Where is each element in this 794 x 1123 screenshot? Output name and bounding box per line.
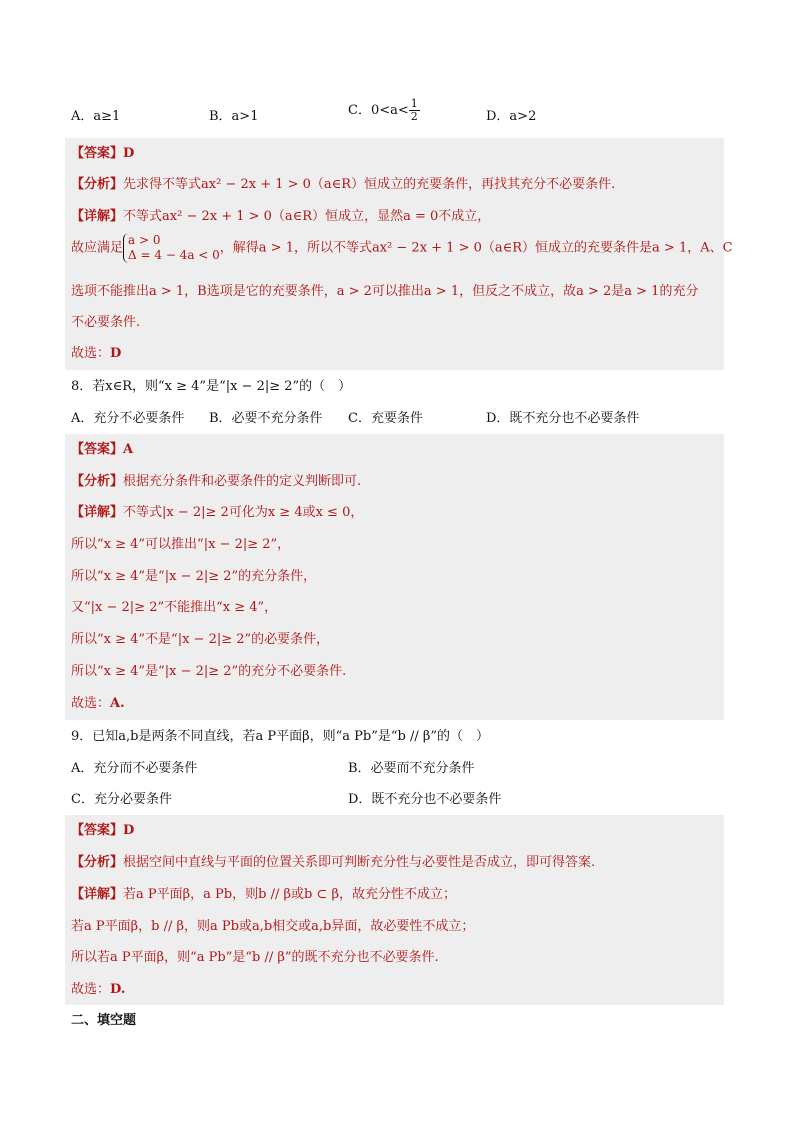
q9-detail-line bbox=[71, 887, 456, 903]
q8-option-d: D．既不充分也不必要条件 bbox=[486, 411, 640, 426]
q9-answer-box bbox=[65, 815, 724, 1005]
section-heading: 二、填空题 bbox=[71, 1013, 137, 1028]
q7-option-c-prefix: C．0<a< bbox=[348, 103, 409, 118]
q8-analysis-line bbox=[71, 474, 361, 490]
q7-option-b: B．a>1 bbox=[209, 109, 259, 124]
q8-option-b: B．必要不充分条件 bbox=[209, 411, 323, 426]
q7-detail-line-4: 选项不能推出a > 1，B选项是它的充要条件，a > 2可以推出a > 1，但反之不成立，故a > 2是a > 1的充分 bbox=[71, 284, 699, 299]
analysis-tag: 【分析】 bbox=[71, 474, 124, 489]
inequality-system bbox=[123, 233, 220, 263]
detail-text: 不等式ax² − 2x + 1 > 0（a∈R）恒成立，显然a = 0不成立， bbox=[123, 209, 491, 224]
system-prefix: 故应满足 bbox=[71, 240, 124, 256]
detail-tag: 【详解】 bbox=[71, 887, 124, 902]
q7-answer-line bbox=[71, 146, 134, 162]
q9-answer-line bbox=[71, 823, 134, 839]
analysis-tag: 【分析】 bbox=[71, 177, 124, 192]
q8-option-c: C．充要条件 bbox=[348, 411, 423, 426]
q8-detail-line-4: 所以“x ≥ 4”不是“|x − 2|≥ 2”的必要条件， bbox=[71, 632, 330, 647]
analysis-text: 先求得不等式ax² − 2x + 1 > 0（a∈R）恒成立的充要条件，再找其充分不必要条件. bbox=[123, 177, 616, 192]
q9-detail-line-1: 若a P平面β，b // β，则a Pb或a,b相交或a,b异面，故必要性不成立； bbox=[71, 919, 475, 934]
analysis-text: 根据充分条件和必要条件的定义判断即可. bbox=[123, 474, 362, 489]
detail-text: 不等式|x − 2|≥ 2可化为x ≥ 4或x ≤ 0， bbox=[123, 505, 364, 520]
q7-option-d: D．a>2 bbox=[486, 109, 537, 124]
q7-option-c bbox=[348, 98, 420, 123]
answer-value: D bbox=[123, 823, 135, 838]
q8-option-a: A．充分不必要条件 bbox=[71, 411, 185, 426]
selection-value: A. bbox=[110, 696, 125, 711]
q7-detail-line-5: 不必要条件. bbox=[71, 315, 141, 330]
answer-value: D bbox=[123, 146, 135, 161]
q7-analysis-line bbox=[71, 177, 615, 193]
q8-detail-line-3: 又“|x − 2|≥ 2”不能推出“x ≥ 4”， bbox=[71, 600, 278, 615]
q9-option-a: A．充分而不必要条件 bbox=[71, 761, 198, 776]
answer-tag: 【答案】 bbox=[71, 442, 124, 457]
selection-value: D bbox=[110, 346, 122, 361]
q9-option-d: D．既不充分也不必要条件 bbox=[348, 792, 502, 807]
system-suffix: ，解得a > 1，所以不等式ax² − 2x + 1 > 0（a∈R）恒成立的充要条件是a > 1，A、C bbox=[219, 240, 733, 256]
q8-detail-line-2: 所以“x ≥ 4”是“|x − 2|≥ 2”的充分条件， bbox=[71, 569, 317, 584]
q9-detail-line-2: 所以若a P平面β，则“a Pb”是“b // β”的既不充分也不必要条件. bbox=[71, 950, 439, 965]
q9-analysis-line bbox=[71, 855, 595, 871]
q9-stem: 9．已知a,b是两条不同直线，若a P平面β，则“a Pb”是“b // β”的（ ） bbox=[71, 729, 490, 744]
system-line-2: Δ = 4 − 4a < 0 bbox=[128, 248, 220, 262]
q8-detail-line-5: 所以“x ≥ 4”是“|x − 2|≥ 2”的充分不必要条件. bbox=[71, 664, 347, 679]
q8-stem: 8．若x∈R，则“x ≥ 4”是“|x − 2|≥ 2”的（ ） bbox=[71, 379, 352, 394]
q9-option-c: C．充分必要条件 bbox=[71, 792, 172, 807]
q7-selection-line bbox=[71, 346, 121, 362]
selection-tag: 故选： bbox=[71, 346, 111, 361]
q8-detail-line-1: 所以“x ≥ 4”可以推出“|x − 2|≥ 2”， bbox=[71, 537, 291, 552]
detail-text: 若a P平面β，a Pb，则b // β或b ⊂ β，故充分性不成立； bbox=[123, 887, 456, 902]
selection-tag: 故选： bbox=[71, 696, 111, 711]
answer-tag: 【答案】 bbox=[71, 823, 124, 838]
q7-option-c-fraction bbox=[409, 98, 420, 123]
system-line-1: a > 0 bbox=[128, 233, 161, 247]
q7-system-line bbox=[71, 233, 733, 263]
q7-detail-line bbox=[71, 209, 490, 225]
detail-tag: 【详解】 bbox=[71, 209, 124, 224]
answer-tag: 【答案】 bbox=[71, 146, 124, 161]
frac-numerator: 1 bbox=[410, 97, 418, 110]
q7-option-a: A．a≥1 bbox=[71, 109, 121, 124]
analysis-text: 根据空间中直线与平面的位置关系即可判断充分性与必要性是否成立，即可得答案. bbox=[123, 855, 596, 870]
q8-answer-line bbox=[71, 442, 133, 458]
q8-selection-line bbox=[71, 696, 125, 712]
selection-tag: 故选： bbox=[71, 982, 111, 997]
detail-tag: 【详解】 bbox=[71, 505, 124, 520]
analysis-tag: 【分析】 bbox=[71, 855, 124, 870]
q9-selection-line bbox=[71, 982, 125, 998]
q9-option-b: B．必要而不充分条件 bbox=[348, 761, 475, 776]
selection-value: D. bbox=[110, 982, 126, 997]
answer-value: A bbox=[123, 442, 134, 457]
frac-denominator: 2 bbox=[410, 110, 418, 123]
q8-detail-line bbox=[71, 505, 363, 521]
